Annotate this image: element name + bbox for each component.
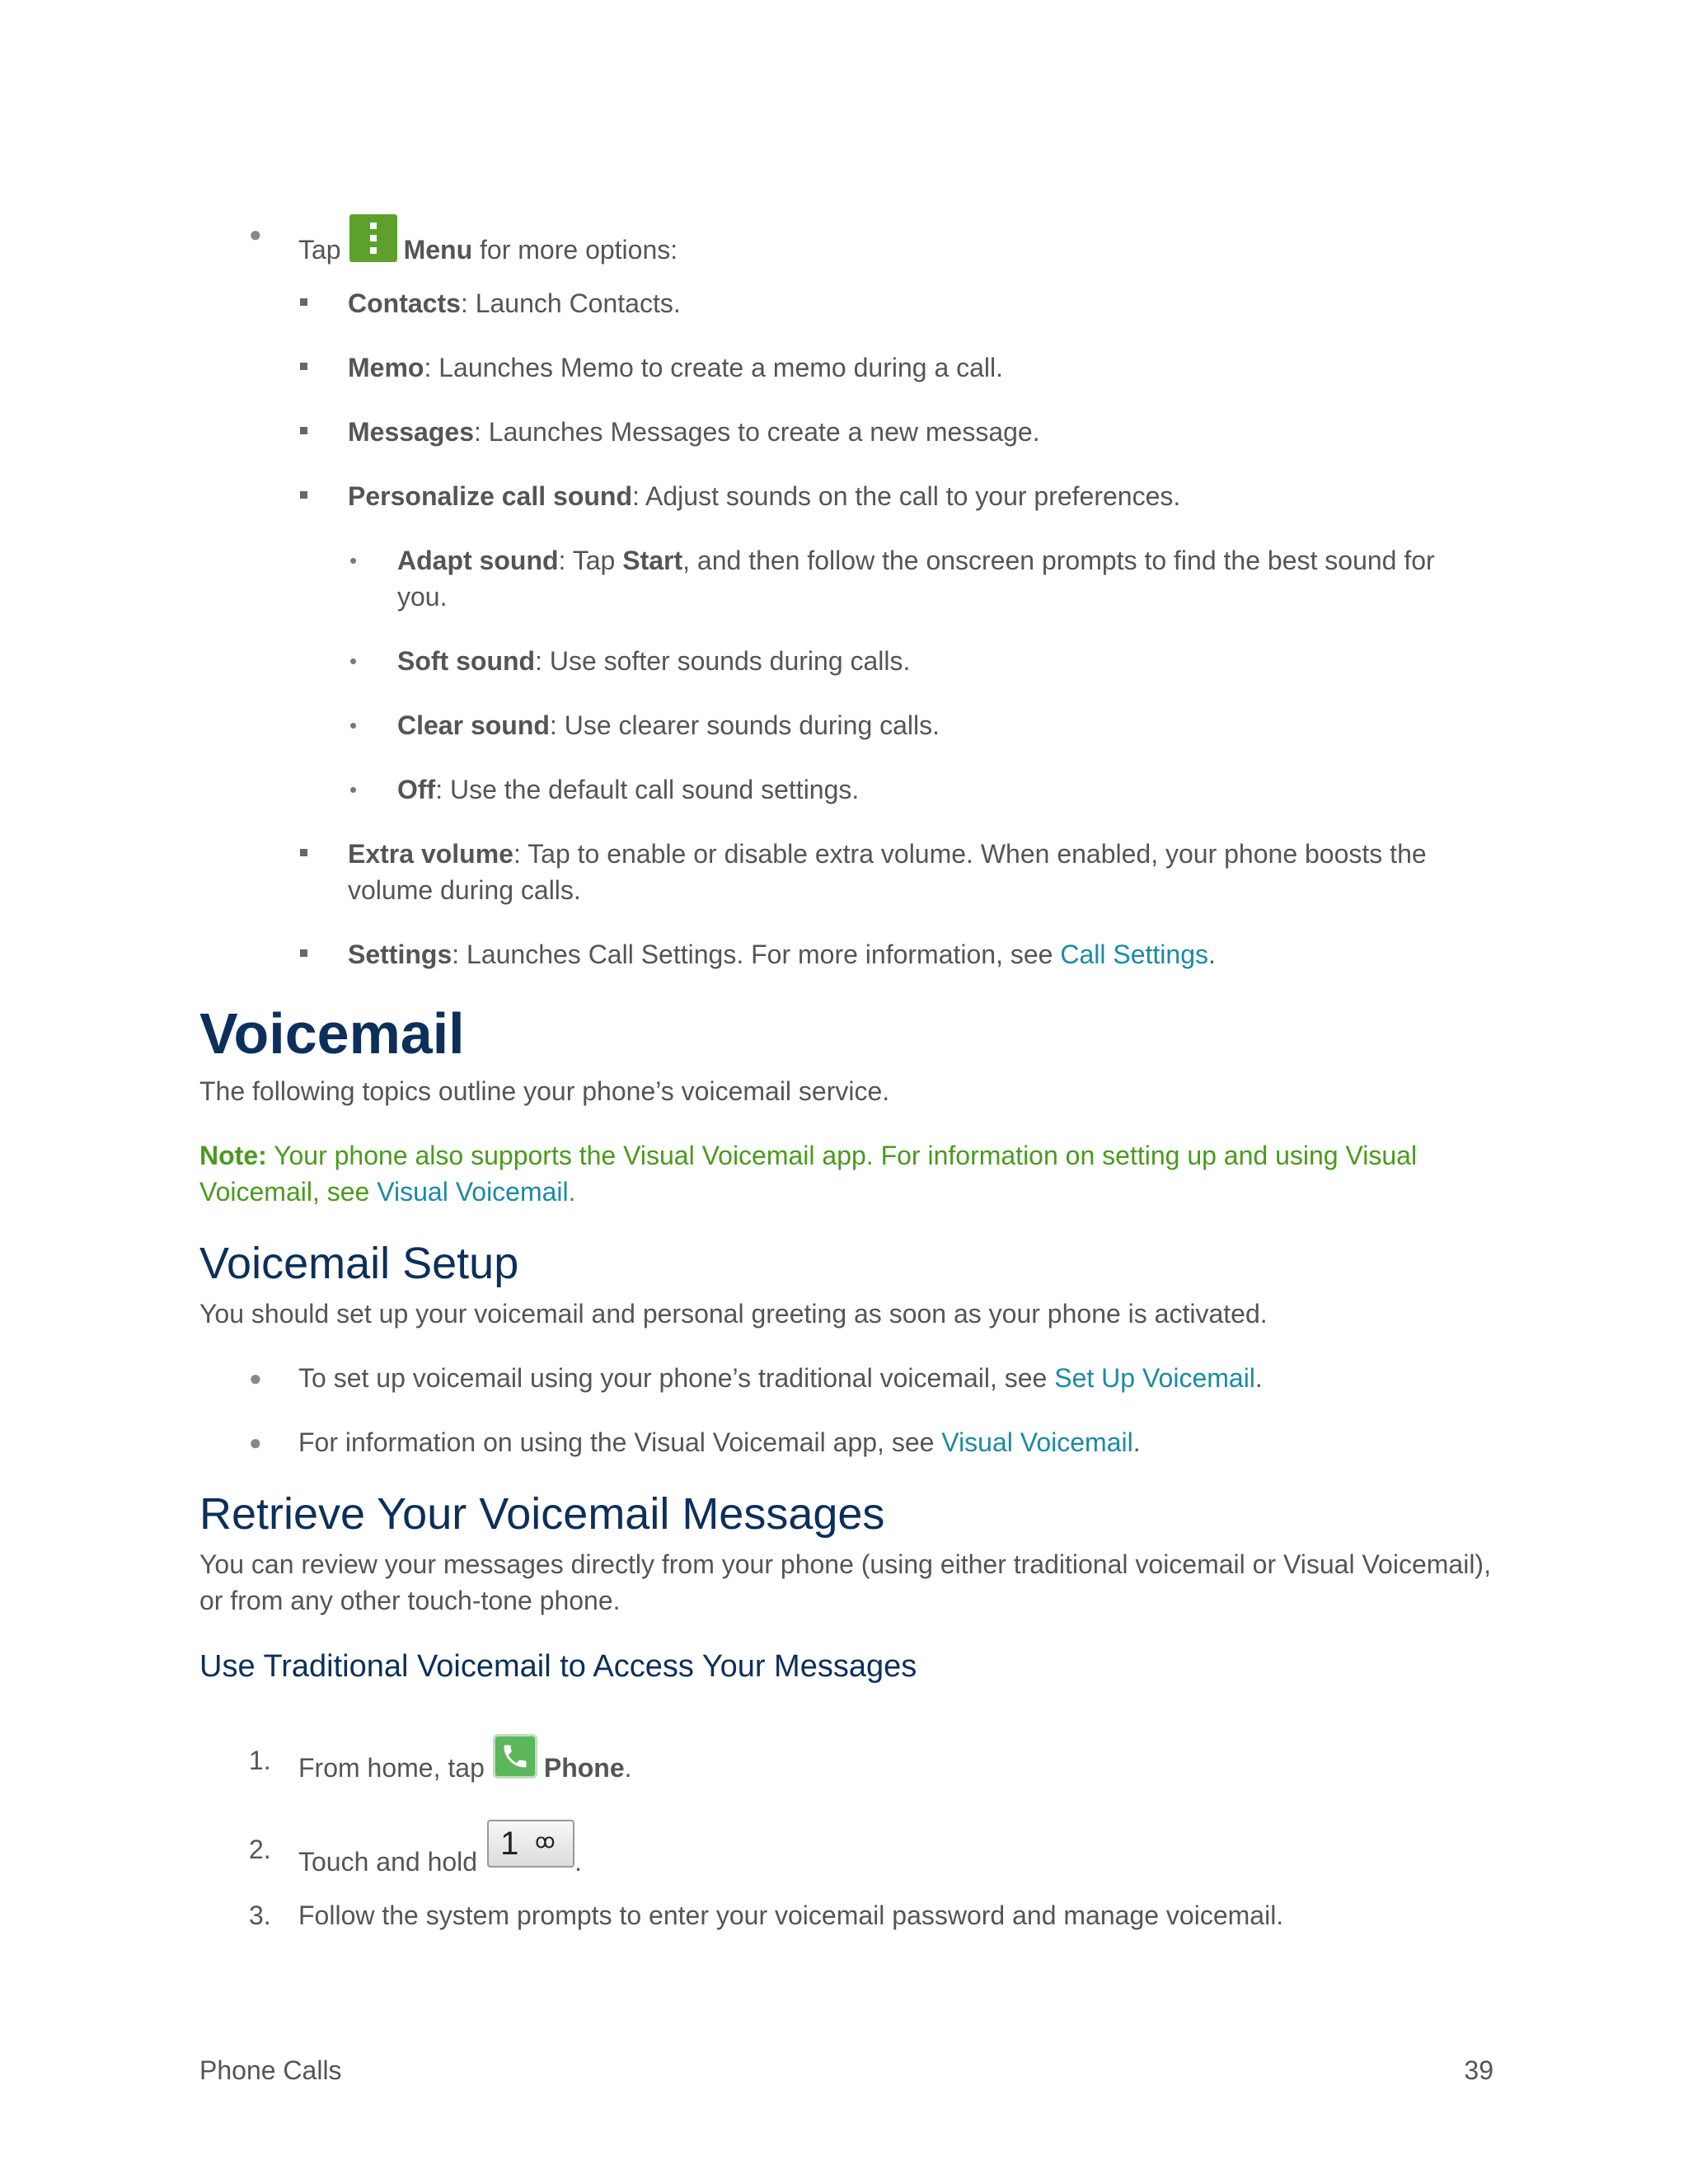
option-text: : Launches Messages to create a new message. — [473, 417, 1040, 447]
start-label: Start — [622, 546, 683, 575]
phone-label: Phone — [543, 1753, 625, 1783]
traditional-voicemail-subheading: Use Traditional Voicemail to Access Your Messages — [199, 1649, 917, 1684]
bullet-text: For information on using the Visual Voicemail app, see — [298, 1427, 942, 1457]
sound-text: : Tap — [558, 546, 623, 575]
bullet: ● — [249, 1430, 262, 1455]
voicemail-key-icon — [487, 1820, 574, 1868]
option-label: Messages — [348, 417, 474, 447]
dot-bullet: • — [349, 649, 358, 673]
option-label: Extra volume — [348, 839, 513, 869]
bullet: ● — [249, 222, 262, 246]
step-number: 1. — [249, 1746, 271, 1775]
sound-text: : Use the default call sound settings. — [435, 775, 860, 804]
option-label: Memo — [348, 353, 424, 382]
menu-bullet-text — [298, 216, 678, 268]
option-label: Settings — [348, 940, 452, 969]
voicemail-setup-heading: Voicemail Setup — [199, 1239, 519, 1288]
dot-bullet: • — [349, 548, 358, 573]
option-label: Contacts — [348, 288, 461, 318]
option-text: : Adjust sounds on the call to your preferences. — [632, 481, 1181, 511]
voicemail-symbol-icon: ꝏ — [535, 1830, 556, 1853]
set-up-voicemail-link[interactable]: Set Up Voicemail — [1054, 1363, 1255, 1393]
square-bullet — [298, 936, 310, 948]
period: . — [1254, 1363, 1263, 1393]
retrieve-heading: Retrieve Your Voicemail Messages — [199, 1489, 885, 1539]
note-text: Your phone also supports the Visual Voicemail app. For information on setting up and using Visual Voicemail, see — [199, 1141, 1418, 1207]
menu-dots-icon — [349, 214, 397, 262]
option-text: : Tap to enable or disable extra volume. When enabled, your phone boosts the volume during calls. — [348, 839, 1427, 905]
sound-label: Clear sound — [397, 710, 550, 740]
key-digit: 1 — [500, 1825, 519, 1862]
menu-rest: for more options: — [472, 235, 678, 265]
page-number: 39 — [1464, 2055, 1493, 2085]
visual-voicemail-link[interactable]: Visual Voicemail — [941, 1427, 1133, 1457]
option-label: Personalize call sound — [348, 481, 632, 511]
period: . — [624, 1753, 632, 1783]
option-text: : Launches Call Settings. For more information, see — [452, 940, 1061, 969]
voicemail-note — [199, 1137, 1493, 1210]
voicemail-heading: Voicemail — [199, 1001, 465, 1066]
square-bullet — [298, 285, 310, 297]
tap-word: Tap — [298, 235, 341, 265]
visual-voicemail-link[interactable]: Visual Voicemail — [377, 1177, 569, 1207]
option-text: : Launch Contacts. — [460, 288, 681, 318]
footer-section: Phone Calls — [199, 2055, 342, 2085]
setup-intro: You should set up your voicemail and personal greeting as soon as your phone is activated. — [199, 1299, 1268, 1329]
sound-label: Off — [397, 775, 436, 804]
step-text: From home, tap — [298, 1753, 485, 1783]
step-number: 3. — [249, 1900, 271, 1930]
sound-label: Soft sound — [397, 646, 536, 676]
square-bullet — [298, 478, 310, 490]
square-bullet — [298, 414, 310, 425]
period: . — [1208, 940, 1216, 969]
note-label: Note: — [199, 1141, 267, 1170]
sound-text: : Use softer sounds during calls. — [535, 646, 911, 676]
period: . — [574, 1847, 582, 1877]
period: . — [1132, 1427, 1141, 1457]
menu-label: Menu — [403, 235, 473, 265]
step-number: 2. — [249, 1835, 271, 1864]
square-bullet — [298, 349, 310, 361]
square-bullet — [298, 836, 310, 847]
call-settings-link[interactable]: Call Settings — [1060, 940, 1208, 969]
dot-bullet: • — [349, 713, 358, 738]
dot-bullet: • — [349, 777, 358, 802]
bullet: ● — [249, 1366, 262, 1390]
option-text: : Launches Memo to create a memo during a call. — [424, 353, 1004, 382]
step-text: Follow the system prompts to enter your voicemail password and manage voicemail. — [298, 1900, 1284, 1930]
step-text: Touch and hold — [298, 1847, 478, 1877]
retrieve-intro: You can review your messages directly from your phone (using either traditional voicemail or Visual Voicemail), or from any other touch-tone phone. — [199, 1549, 1491, 1615]
voicemail-intro: The following topics outline your phone’s voicemail service. — [199, 1076, 890, 1106]
period: . — [568, 1177, 576, 1207]
sound-text-rest: , and then follow the onscreen prompts to find the best sound for you. — [397, 546, 1435, 612]
phone-icon — [493, 1734, 537, 1779]
sound-label: Adapt sound — [397, 546, 559, 575]
bullet-text: To set up voicemail using your phone’s traditional voicemail, see — [298, 1363, 1055, 1393]
sound-text: : Use clearer sounds during calls. — [549, 710, 940, 740]
